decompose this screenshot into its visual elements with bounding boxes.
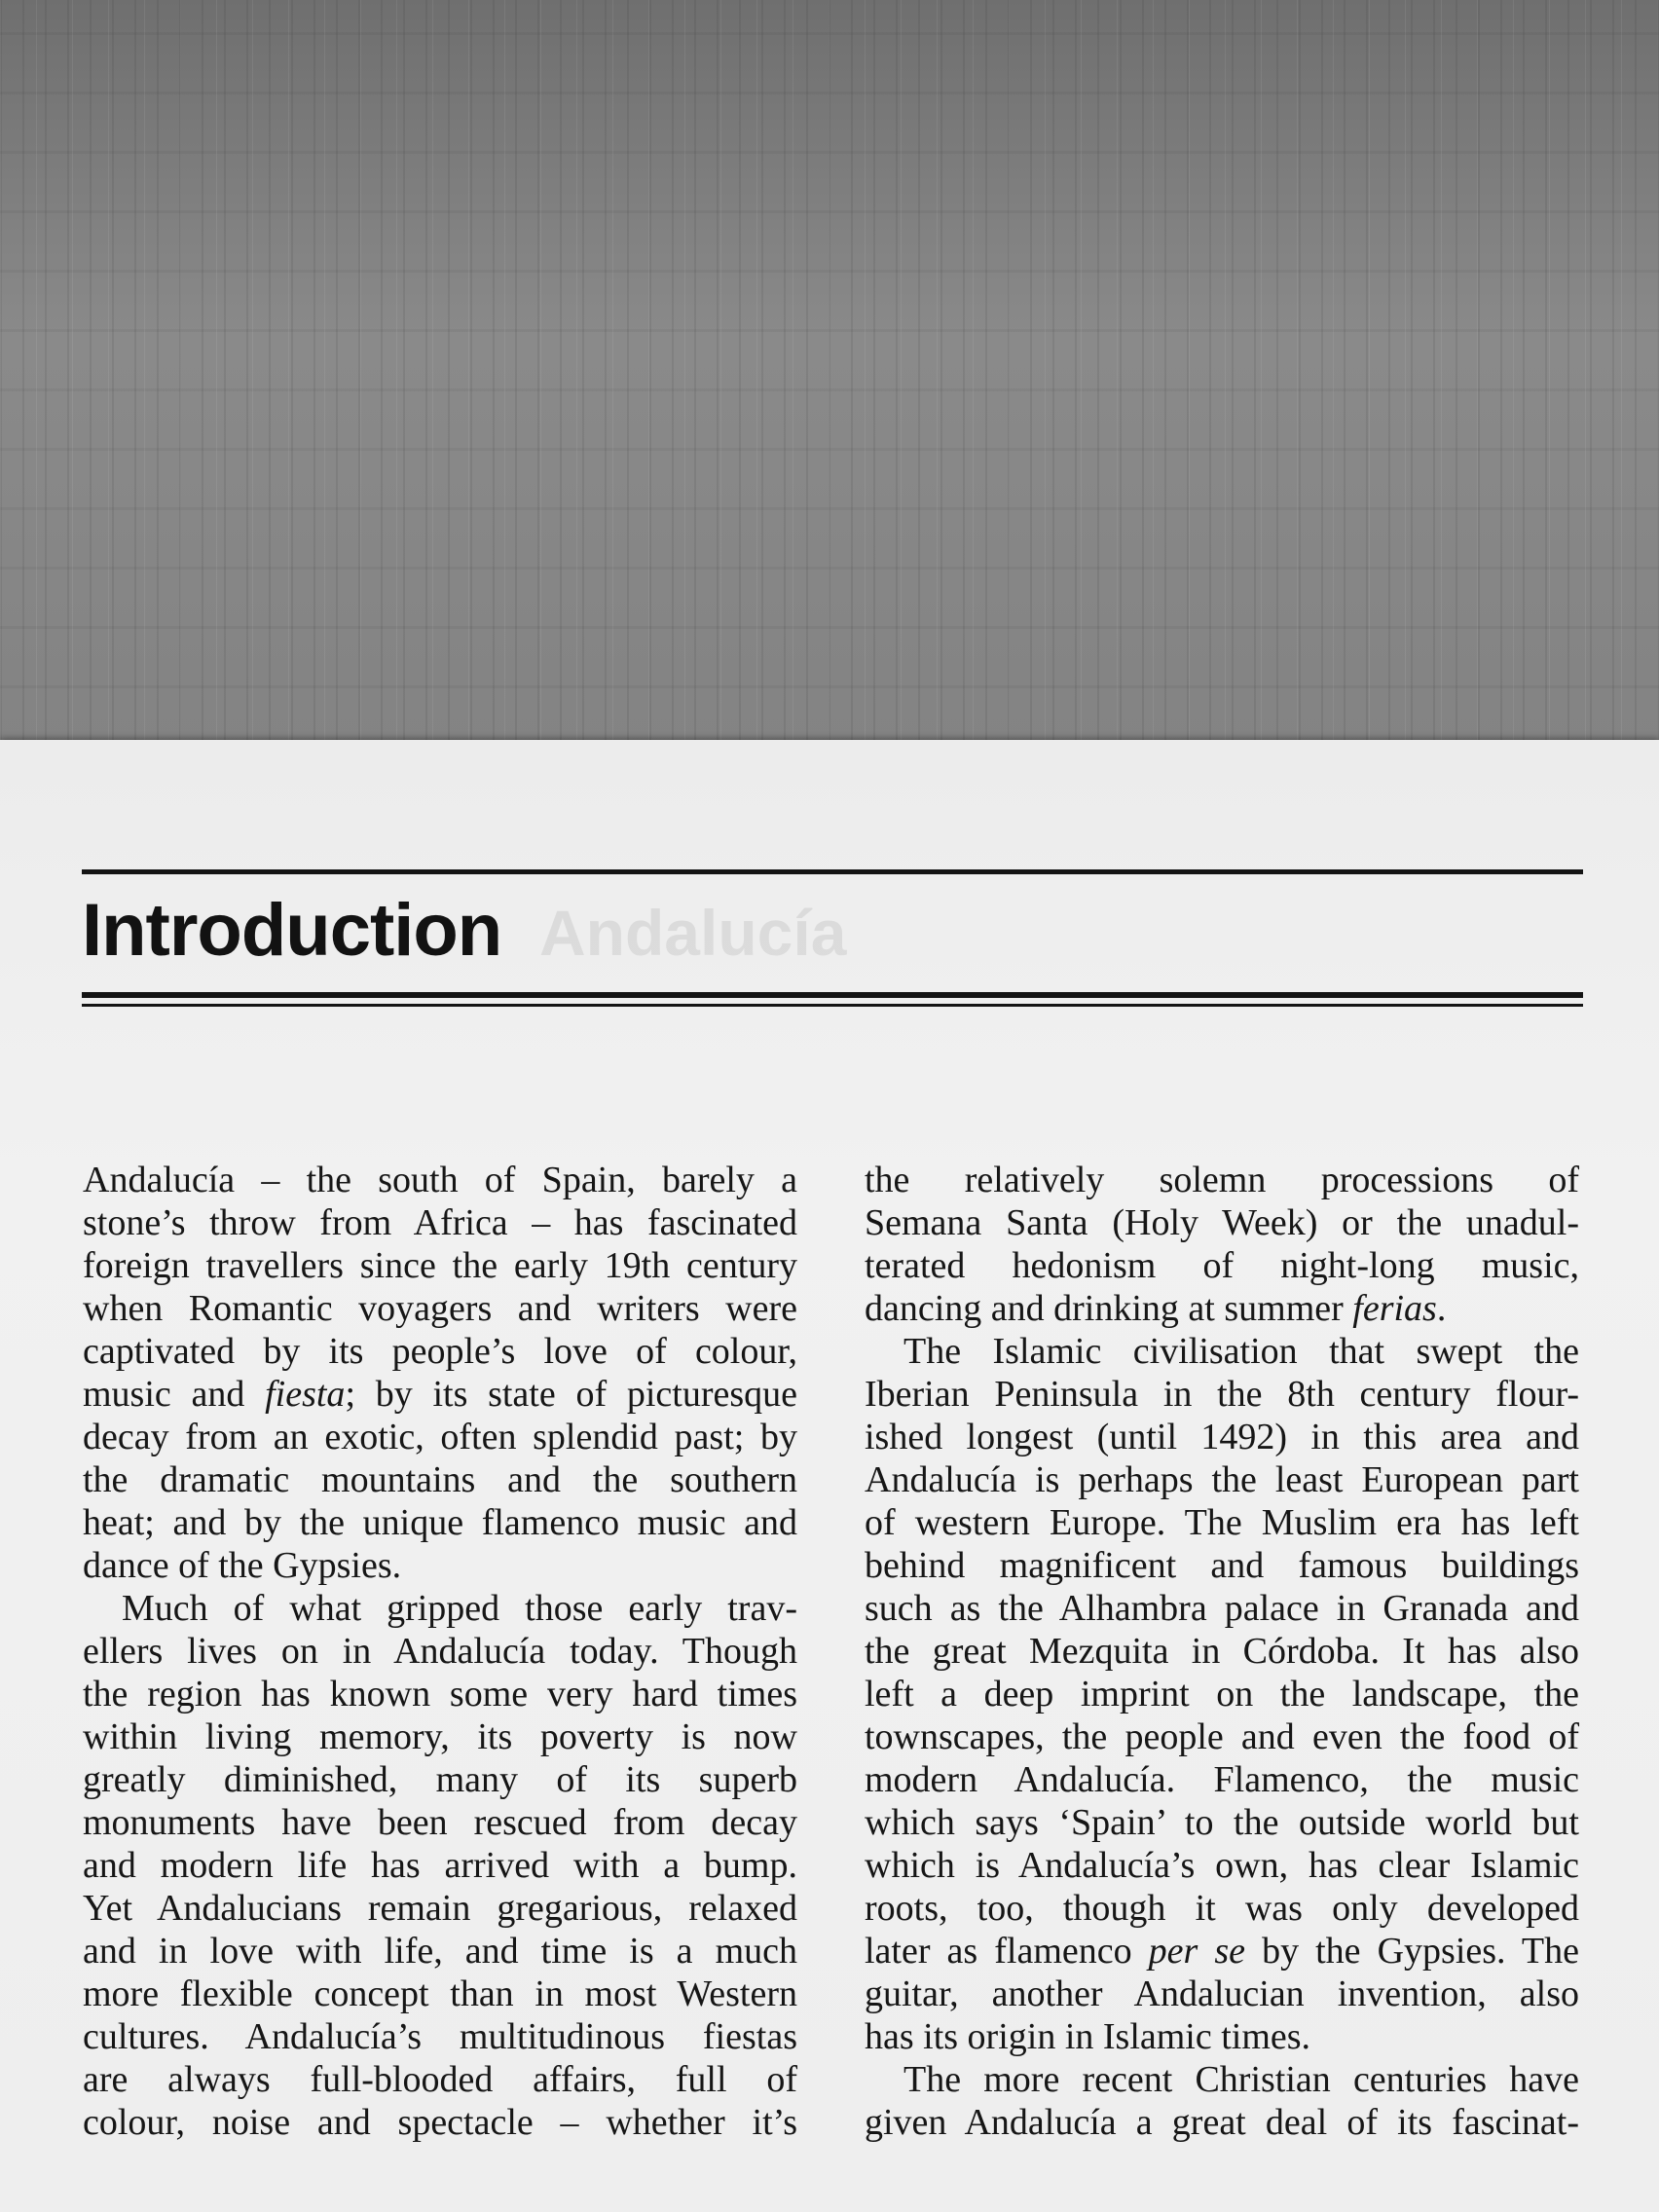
text-line bbox=[83, 1244, 797, 1287]
text-segment: greatly diminished, many of its superb bbox=[83, 1759, 797, 1800]
text-segment: ellers lives on in Andalucía today. Though bbox=[83, 1631, 797, 1672]
text-line bbox=[865, 1458, 1579, 1501]
text-line bbox=[865, 1159, 1579, 1201]
page-title: Introduction bbox=[82, 889, 502, 972]
text-segment: Andalucía – the south of Spain, barely a bbox=[83, 1160, 797, 1200]
text-segment: the relatively solemn processions of bbox=[865, 1160, 1579, 1200]
text-line bbox=[83, 1201, 797, 1244]
text-line bbox=[83, 1673, 797, 1715]
header-rule-bottom-thin bbox=[82, 1004, 1583, 1007]
text-line bbox=[865, 1244, 1579, 1287]
text-segment: ; by its state of picturesque bbox=[345, 1374, 797, 1415]
text-line bbox=[83, 1458, 797, 1501]
text-segment: modern Andalucía. Flamenco, the music bbox=[865, 1759, 1579, 1800]
text-segment: music and bbox=[83, 1374, 266, 1415]
text-line bbox=[83, 1501, 797, 1544]
text-segment: of western Europe. The Muslim era has left bbox=[865, 1502, 1579, 1543]
text-line bbox=[83, 1844, 797, 1887]
text-line bbox=[865, 1844, 1579, 1887]
text-line bbox=[83, 1544, 797, 1587]
text-line bbox=[83, 1330, 797, 1373]
text-line bbox=[83, 1972, 797, 2015]
text-segment: . bbox=[1436, 1288, 1447, 1329]
text-segment: such as the Alhambra palace in Granada and bbox=[865, 1588, 1579, 1629]
text-line bbox=[865, 2015, 1579, 2058]
text-line bbox=[83, 1159, 797, 1201]
text-segment: ished longest (until 1492) in this area and bbox=[865, 1417, 1579, 1457]
text-line bbox=[865, 2058, 1579, 2101]
text-segment: The more recent Christian centuries have bbox=[903, 2059, 1579, 2100]
text-line bbox=[865, 1887, 1579, 1930]
text-segment: Much of what gripped those early trav- bbox=[122, 1588, 797, 1629]
text-segment: dance of the Gypsies. bbox=[83, 1545, 402, 1586]
text-segment: roots, too, though it was only developed bbox=[865, 1888, 1579, 1929]
text-line bbox=[865, 1201, 1579, 1244]
text-segment: within living memory, its poverty is now bbox=[83, 1716, 797, 1757]
text-segment: Andalucía is perhaps the least European part bbox=[865, 1459, 1579, 1500]
text-segment: which is Andalucía’s own, has clear Islamic bbox=[865, 1845, 1579, 1886]
text-line bbox=[83, 1758, 797, 1801]
text-segment: Iberian Peninsula in the 8th century flour- bbox=[865, 1374, 1579, 1415]
text-segment: the region has known some very hard times bbox=[83, 1674, 797, 1714]
text-line bbox=[865, 1972, 1579, 2015]
text-line bbox=[865, 1501, 1579, 1544]
text-segment: colour, noise and spectacle – whether it’s bbox=[83, 2102, 797, 2143]
text-segment: townscapes, the people and even the food of bbox=[865, 1716, 1579, 1757]
text-line bbox=[83, 1373, 797, 1416]
text-segment: foreign travellers since the early 19th century bbox=[83, 1245, 797, 1286]
text-segment: The Islamic civilisation that swept the bbox=[903, 1331, 1579, 1372]
text-segment: has its origin in Islamic times. bbox=[865, 2016, 1311, 2057]
text-segment: and in love with life, and time is a much bbox=[83, 1931, 797, 1972]
text-line bbox=[83, 2101, 797, 2144]
text-segment: left a deep imprint on the landscape, the bbox=[865, 1674, 1579, 1714]
text-line bbox=[83, 1887, 797, 1930]
text-line bbox=[83, 1587, 797, 1630]
text-segment: the great Mezquita in Córdoba. It has also bbox=[865, 1631, 1579, 1672]
text-segment: the dramatic mountains and the southern bbox=[83, 1459, 797, 1500]
text-column-left bbox=[83, 1159, 797, 2144]
text-line bbox=[865, 1330, 1579, 1373]
background-surface bbox=[0, 0, 1659, 748]
text-segment: later as flamenco bbox=[865, 1931, 1149, 1972]
italic-term: per se bbox=[1148, 1931, 1246, 1972]
text-line bbox=[83, 2015, 797, 2058]
text-line bbox=[865, 1587, 1579, 1630]
text-segment: given Andalucía a great deal of its fascinat- bbox=[865, 2102, 1579, 2143]
text-segment: guitar, another Andalucian invention, also bbox=[865, 1973, 1579, 2014]
text-line bbox=[865, 1416, 1579, 1458]
show-through-heading: Andalucía bbox=[539, 897, 847, 969]
text-segment: monuments have been rescued from decay bbox=[83, 1802, 797, 1843]
text-line bbox=[865, 1930, 1579, 1972]
text-segment: dancing and drinking at summer bbox=[865, 1288, 1353, 1329]
text-line bbox=[83, 1715, 797, 1758]
text-segment: behind magnificent and famous buildings bbox=[865, 1545, 1579, 1586]
text-line bbox=[865, 1715, 1579, 1758]
text-segment: when Romantic voyagers and writers were bbox=[83, 1288, 797, 1329]
text-segment: and modern life has arrived with a bump. bbox=[83, 1845, 797, 1886]
header-rule-bottom bbox=[82, 992, 1583, 998]
text-line bbox=[83, 1930, 797, 1972]
text-line bbox=[83, 1416, 797, 1458]
text-line bbox=[83, 1287, 797, 1330]
book-page bbox=[0, 740, 1659, 2212]
text-line bbox=[865, 1673, 1579, 1715]
text-line bbox=[83, 1801, 797, 1844]
italic-term: ferias bbox=[1352, 1288, 1437, 1329]
text-line bbox=[865, 1630, 1579, 1673]
text-segment: decay from an exotic, often splendid past; by bbox=[83, 1417, 797, 1457]
text-line bbox=[865, 1801, 1579, 1844]
text-line bbox=[865, 1758, 1579, 1801]
text-segment: by the Gypsies. The bbox=[1245, 1931, 1579, 1972]
text-line bbox=[865, 1287, 1579, 1330]
text-segment: cultures. Andalucía’s multitudinous fiestas bbox=[83, 2016, 797, 2057]
text-segment: more flexible concept than in most Western bbox=[83, 1973, 797, 2014]
text-segment: Yet Andalucians remain gregarious, relaxed bbox=[83, 1888, 797, 1929]
text-segment: captivated by its people’s love of colour, bbox=[83, 1331, 797, 1372]
text-line bbox=[865, 1544, 1579, 1587]
text-column-right bbox=[865, 1159, 1579, 2144]
italic-term: fiesta bbox=[265, 1374, 346, 1415]
text-segment: heat; and by the unique flamenco music and bbox=[83, 1502, 797, 1543]
text-line bbox=[83, 2058, 797, 2101]
text-line bbox=[83, 1630, 797, 1673]
text-segment: are always full-blooded affairs, full of bbox=[83, 2059, 797, 2100]
text-segment: stone’s throw from Africa – has fascinated bbox=[83, 1202, 797, 1243]
text-segment: which says ‘Spain’ to the outside world but bbox=[865, 1802, 1579, 1843]
text-segment: terated hedonism of night-long music, bbox=[865, 1245, 1579, 1286]
text-line bbox=[865, 1373, 1579, 1416]
header-rule-top bbox=[82, 869, 1583, 874]
text-segment: Semana Santa (Holy Week) or the unadul- bbox=[865, 1202, 1579, 1243]
text-line bbox=[865, 2101, 1579, 2144]
